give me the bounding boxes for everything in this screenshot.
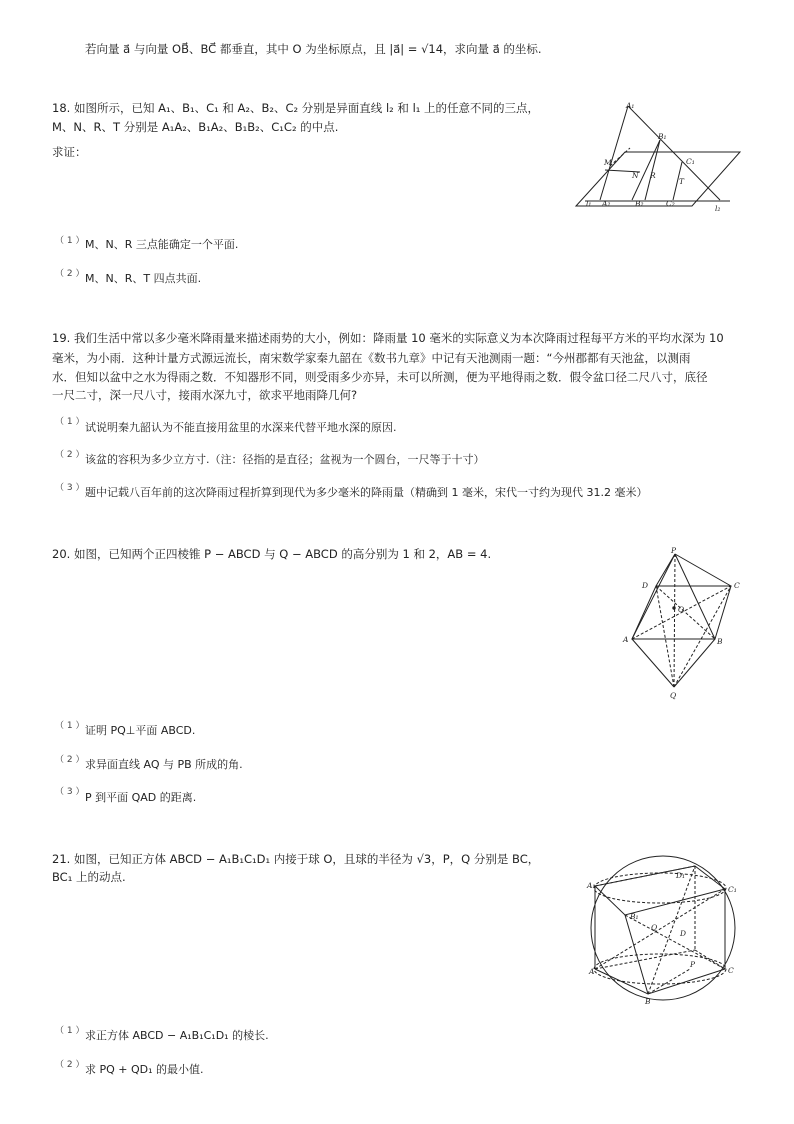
q20-part2-text: 求异面直线 AQ 与 PB 所成的角. xyxy=(85,758,243,771)
q18-stem-line-2: M、N、R、T 分别是 A₁A₂、B₁A₂、B₁B₂、C₁C₂ 的中点. xyxy=(52,120,339,134)
q21-part1-text: 求正方体 ABCD − A₁B₁C₁D₁ 的棱长. xyxy=(85,1029,269,1042)
q20-label-o: O xyxy=(678,605,685,614)
q18-label-m: M xyxy=(604,158,612,167)
q19-part1-text: 试说明秦九韶认为不能直接用盆里的水深来代替平地水深的原因. xyxy=(85,421,397,434)
q18-prove-label: 求证： xyxy=(52,145,87,159)
q19-stem-line-2: 毫米，为小雨．这种计量方式源远流长，南宋数学家秦九韶在《数书九章》中记有天池测雨一题：“今州郡都有天池盆，以测雨 xyxy=(52,351,691,365)
q21-label-d1: D₁ xyxy=(676,871,686,880)
q21-label-c: C xyxy=(728,966,734,975)
q20-label-b: B xyxy=(717,637,723,646)
q18-label-c2: C₂ xyxy=(666,199,675,208)
q19-stem-line-3: 水．但知以盆中之水为得雨之数．不知器形不同，则受雨多少亦异，未可以所测，便为平地得雨之数．假令盆口径二尺八寸，底径 xyxy=(52,370,708,384)
q19-part3-num: （ 3 ） xyxy=(55,483,85,493)
q20-part2-num: （ 2 ） xyxy=(55,755,85,765)
q20-label-c: C xyxy=(734,581,740,590)
q20-label-a: A xyxy=(623,635,629,644)
q20-label-p: P xyxy=(671,546,677,555)
q21-stem-line-2: BC₁ 上的动点. xyxy=(52,870,126,884)
q18-label-l2: l₂ xyxy=(715,204,721,213)
q20-part3-text: P 到平面 QAD 的距离. xyxy=(85,791,197,804)
q21-label-b1: B₁ xyxy=(630,912,639,921)
q19-part1-num: （ 1 ） xyxy=(55,417,85,427)
q18-part1-num: （ 1 ） xyxy=(55,236,85,246)
q21-label-p: P xyxy=(690,960,696,969)
q19-stem-line-1: 19. 我们生活中常以多少毫米降雨量来描述雨势的大小，例如：降雨量 10 毫米的实际意义为本次降雨过程每平方米的平均水深为 10 xyxy=(52,331,724,345)
q21-label-a1: A₁ xyxy=(587,881,596,890)
q20-part1-num: （ 1 ） xyxy=(55,721,85,731)
prev-question-tail: 若向量 a⃗ 与向量 OB⃗、BC⃗ 都垂直，其中 O 为坐标原点，且 |a⃗| = √14，求向量 a⃗ 的坐标. xyxy=(85,42,542,56)
q19-stem-line-4: 一尺二寸，深一尺八寸，接雨水深九寸，欲求平地雨降几何? xyxy=(52,388,358,402)
q21-label-b: B xyxy=(645,997,651,1006)
q18-figure xyxy=(570,98,750,216)
q18-label-n: N xyxy=(632,171,639,180)
q18-label-a2: A₂ xyxy=(602,199,611,208)
q20-figure xyxy=(620,544,750,704)
q21-part2-text: 求 PQ + QD₁ 的最小值. xyxy=(85,1063,204,1076)
q18-line-l2 xyxy=(628,106,720,200)
q21-label-a: A xyxy=(589,967,595,976)
q18-label-l1: l₁ xyxy=(586,199,592,208)
q21-figure xyxy=(580,852,750,1008)
q18-part2-text: M、N、R、T 四点共面. xyxy=(85,272,202,285)
q21-label-d: D xyxy=(680,929,687,938)
q18-label-r: R xyxy=(650,171,656,180)
q21-label-c1: C₁ xyxy=(728,885,737,894)
q20-part1-text: 证明 PQ⊥平面 ABCD. xyxy=(85,724,196,737)
q18-stem-line-1: 18. 如图所示，已知 A₁、B₁、C₁ 和 A₂、B₂、C₂ 分别是异面直线 l₂ 和 l₁ 上的任意不同的三点， xyxy=(52,101,540,115)
q19-part2-num: （ 2 ） xyxy=(55,450,85,460)
q21-part2-num: （ 2 ） xyxy=(55,1060,85,1070)
q21-stem-line-1: 21. 如图，已知正方体 ABCD − A₁B₁C₁D₁ 内接于球 O，且球的半径为 √3，P，Q 分别是 BC， xyxy=(52,852,540,866)
q20-stem-line-1: 20. 如图，已知两个正四棱锥 P − ABCD 与 Q − ABCD 的高分别为 1 和 2，AB = 4. xyxy=(52,547,492,561)
q20-label-d: D xyxy=(642,581,649,590)
q20-part3-num: （ 3 ） xyxy=(55,787,85,797)
q21-part1-num: （ 1 ） xyxy=(55,1026,85,1036)
q18-label-a1: A₁ xyxy=(626,101,635,110)
q18-label-c1: C₁ xyxy=(686,157,695,166)
q19-part3-text: 题中记载八百年前的这次降雨过程折算到现代为多少毫米的降雨量（精确到 1 毫米，宋代一寸约为现代 31.2 毫米） xyxy=(85,486,648,499)
q18-part1-text: M、N、R 三点能确定一个平面. xyxy=(85,238,239,251)
q18-part2-num: （ 2 ） xyxy=(55,269,85,279)
q18-label-b2: B₂ xyxy=(635,199,644,208)
q18-label-b1: B₁ xyxy=(658,132,667,141)
q19-part2-text: 该盆的容积为多少立方寸.（注：径指的是直径；盆视为一个圆台，一尺等于十寸） xyxy=(85,453,485,466)
q18-label-t: T xyxy=(679,177,685,186)
q20-label-q: Q xyxy=(670,691,677,700)
q21-label-q: Q xyxy=(651,923,658,932)
